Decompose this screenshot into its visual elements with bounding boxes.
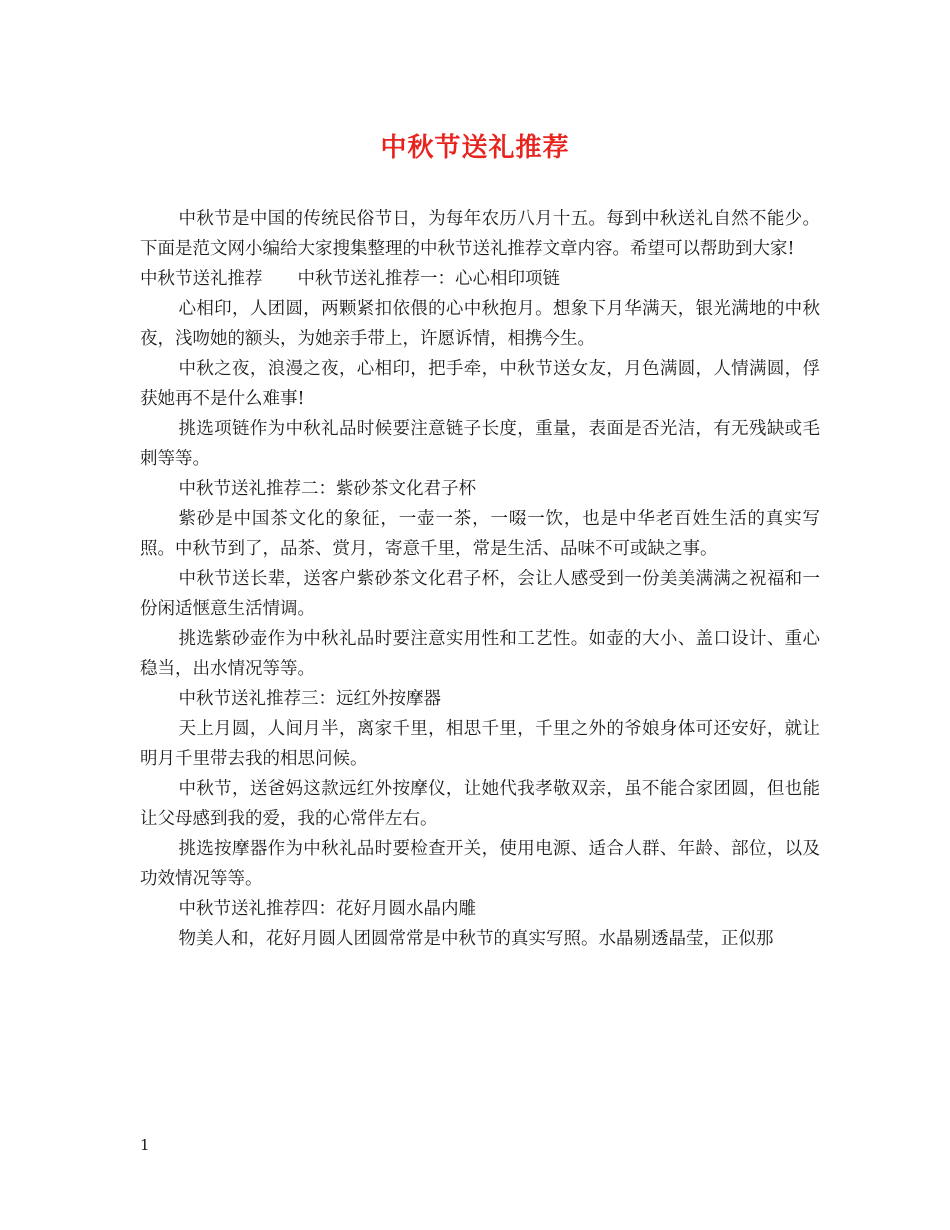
- paragraph: 中秋节送长辈，送客户紫砂茶文化君子杯，会让人感受到一份美美满满之祝福和一份闲适惬意生活情调。: [140, 569, 820, 619]
- document-body: [140, 204, 820, 954]
- paragraph: 天上月圆，人间月半，离家千里，相思千里，千里之外的爷娘身体可还安好，就让明月千里带去我的相思问候。: [140, 719, 820, 769]
- paragraph: 中秋节，送爸妈这款远红外按摩仪，让她代我孝敬双亲，虽不能合家团圆，但也能让父母感到我的爱，我的心常伴左右。: [140, 779, 820, 829]
- section-heading: 中秋节送礼推荐三：远红外按摩器: [178, 689, 441, 709]
- section-heading: 中秋节送礼推荐二：紫砂茶文化君子杯: [178, 479, 476, 499]
- paragraph: 挑选按摩器作为中秋礼品时要检查开关，使用电源、适合人群、年龄、部位，以及功效情况等等。: [140, 839, 820, 889]
- paragraph-intro: 中秋节是中国的传统民俗节日，为每年农历八月十五。每到中秋送礼自然不能少。下面是范文网小编给大家搜集整理的中秋节送礼推荐文章内容。希望可以帮助到大家!: [140, 209, 820, 259]
- paragraph: 紫砂是中国茶文化的象征，一壶一茶，一啜一饮，也是中华老百姓生活的真实写照。中秋节到了，品茶、赏月，寄意千里，常是生活、品味不可或缺之事。: [140, 509, 820, 559]
- page-number: 1: [140, 1136, 150, 1154]
- section-heading: 中秋节送礼推荐四：花好月圆水晶内雕: [178, 899, 476, 919]
- paragraph: 挑选紫砂壶作为中秋礼品时要注意实用性和工艺性。如壶的大小、盖口设计、重心稳当，出水情况等等。: [140, 629, 820, 679]
- paragraph: 挑选项链作为中秋礼品时候要注意链子长度，重量，表面是否光洁，有无残缺或毛刺等等。: [140, 419, 820, 469]
- page-title: 中秋节送礼推荐: [380, 133, 570, 163]
- paragraph: 物美人和，花好月圆人团圆常常是中秋节的真实写照。水晶剔透晶莹，正似那: [178, 929, 774, 949]
- paragraph: 心相印，人团圆，两颗紧扣依偎的心中秋抱月。想象下月华满天，银光满地的中秋夜，浅吻她的额头，为她亲手带上，许愿诉情，相携今生。: [140, 299, 820, 349]
- paragraph-heading-one: 中秋节送礼推荐 中秋节送礼推荐一：心心相印项链: [140, 269, 560, 289]
- paragraph: 中秋之夜，浪漫之夜，心相印，把手牵，中秋节送女友，月色满圆，人情满圆，俘获她再不是什么难事!: [140, 359, 820, 409]
